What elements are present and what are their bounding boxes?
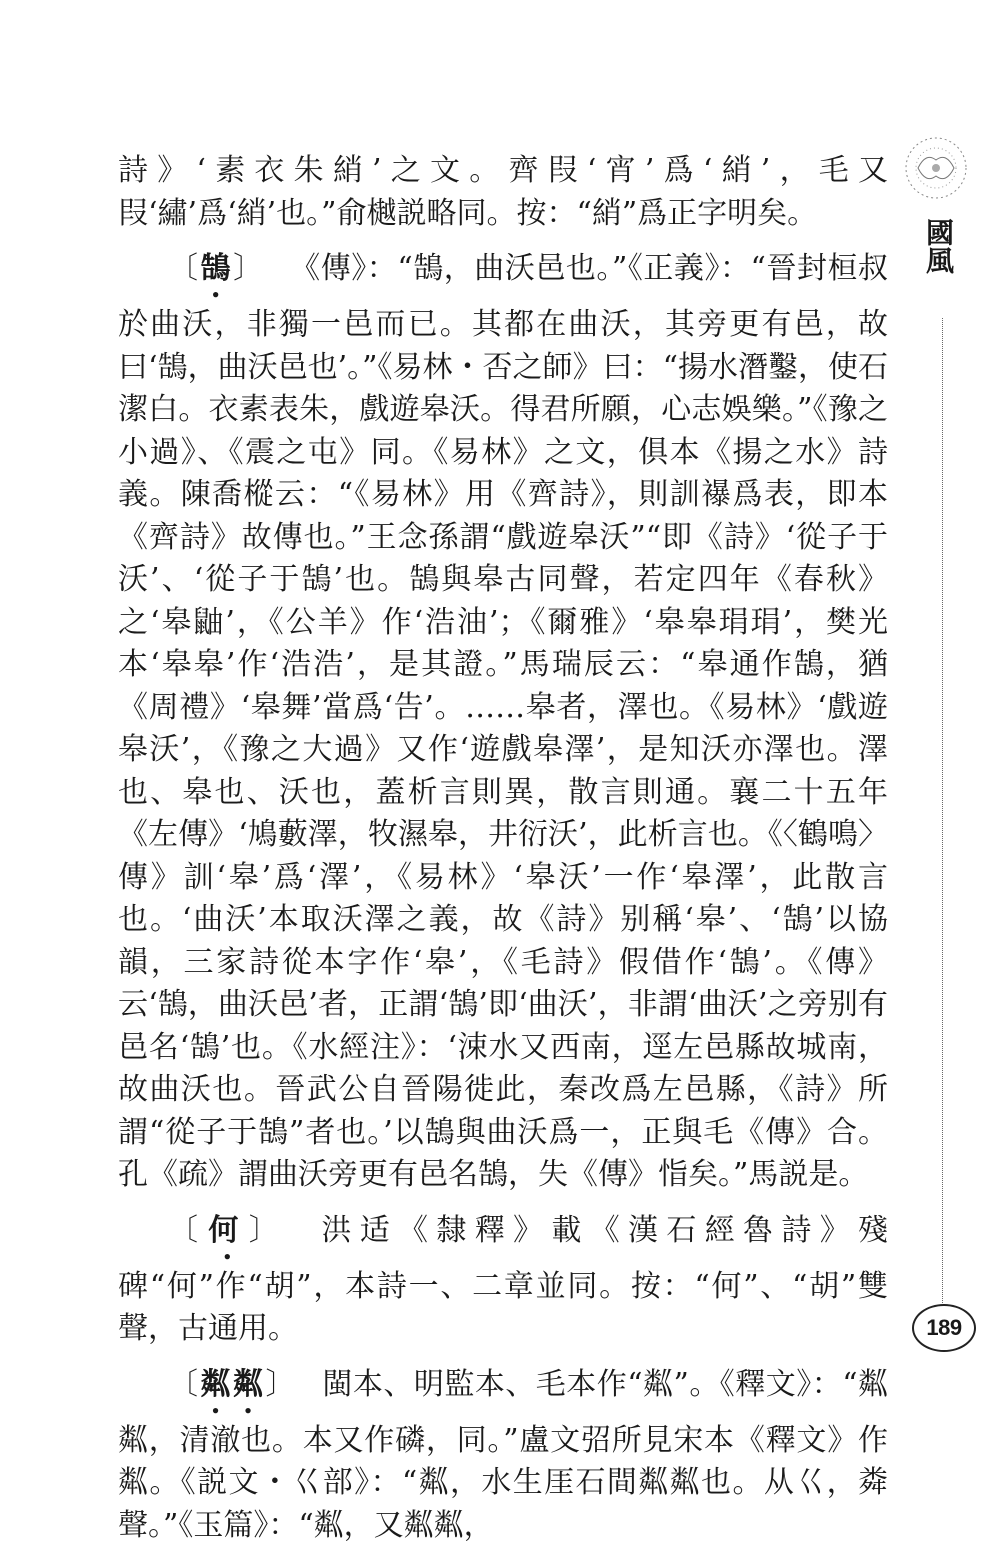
decorative-seal-icon bbox=[900, 132, 972, 204]
margin-dotted-rule bbox=[942, 318, 943, 1303]
headword: 〔何〕 bbox=[168, 1212, 290, 1248]
entry-paragraph bbox=[118, 1210, 888, 1351]
paragraph-text: 閩本、明監本、毛本作“粼”。《釋文》：“粼粼，清澈也。本又作磷，同。”盧文弨所見宋本《釋文》作粼。《説文・巜部》：“粼，水生厓石間粼粼也。从巜，粦聲。”《玉篇》：“粼，又粼粼， bbox=[118, 1366, 889, 1543]
headword-text: 鵠 bbox=[200, 251, 234, 286]
headword-text: 粼粼 bbox=[200, 1366, 266, 1402]
continued-paragraph bbox=[118, 150, 888, 235]
headword: 〔粼粼〕 bbox=[168, 1366, 298, 1402]
running-section-title: 國風 bbox=[922, 218, 955, 274]
page-number: 189 bbox=[912, 1304, 976, 1352]
headword: 〔鵠〕 bbox=[168, 251, 266, 286]
commentary-body bbox=[118, 150, 888, 1560]
paragraph-text: 《傳》：“鵠，曲沃邑也。”《正義》：“晉封桓叔於曲沃，非獨一邑而已。其都在曲沃，其旁更有邑，故曰‘鵠，曲沃邑也’。”《易林・否之師》曰：“揚水潛鑿，使石潔白。衣素表朱，戲遊皋沃。得君所願，心志娛樂。”《豫之小過》、《震之屯》同。《易林》之文，俱本《揚之水》詩義。陳喬樅云：“《易林》用《齊詩》，則訓襮爲表，即本《齊詩》故傳也。”王念孫謂“戲遊皋沃”“即《詩》‘從子于沃’、‘從子于鵠’也。鵠與皋古同聲，若定四年《春秋》之‘皋鼬’，《公羊》作‘浩油’；《爾雅》‘皋皋琄琄’，樊光本‘皋皋’作‘浩浩’，是其證。”馬瑞辰云：“皋通作鵠，猶《周禮》‘皋舞’當爲‘告’。……皋者，澤也。《易林》‘戲遊皋沃’，《豫之大過》又作‘遊戲皋澤’，是知沃亦澤也。澤也、皋也、沃也，蓋析言則異，散言則通。襄二十五年《左傳》‘鳩藪澤，牧濕皋，井衍沃’，此析言也。《〈鶴鳴〉傳》訓‘皋’爲‘澤’，《易林》‘皋沃’一作‘皋澤’，此散言也。‘曲沃’本取沃澤之義，故《詩》别稱‘皋’、‘鵠’以協韻，三家詩從本字作‘皋’，《毛詩》假借作‘鵠’。《傳》云‘鵠，曲沃邑’者，正謂‘鵠’即‘曲沃’，非謂‘曲沃’之旁别有邑名‘鵠’也。《水經注》：‘涑水又西南，逕左邑縣故城南，故曲沃也。晉武公自晉陽徙此，秦改爲左邑縣，《詩》所謂“從子于鵠”者也。’以鵠與曲沃爲一，正與毛《傳》合。孔《疏》謂曲沃旁更有邑名鵠，失《傳》恉矣。”馬説是。 bbox=[118, 251, 889, 1192]
headword-text: 何 bbox=[208, 1212, 249, 1248]
paragraph-text: 詩》‘素衣朱綃’之文。齊叚‘宵’爲‘綃’，毛又叚‘繡’爲‘綃’也。”俞樾説略同。按：“綃”爲正字明矣。 bbox=[118, 153, 888, 231]
entry-paragraph bbox=[118, 1364, 888, 1548]
entry-paragraph bbox=[118, 248, 888, 1197]
paragraph-text: 洪适《隸釋》載《漢石經魯詩》殘碑“何”作“胡”，本詩一、二章並同。按：“何”、“胡”雙聲，古通用。 bbox=[118, 1212, 889, 1346]
